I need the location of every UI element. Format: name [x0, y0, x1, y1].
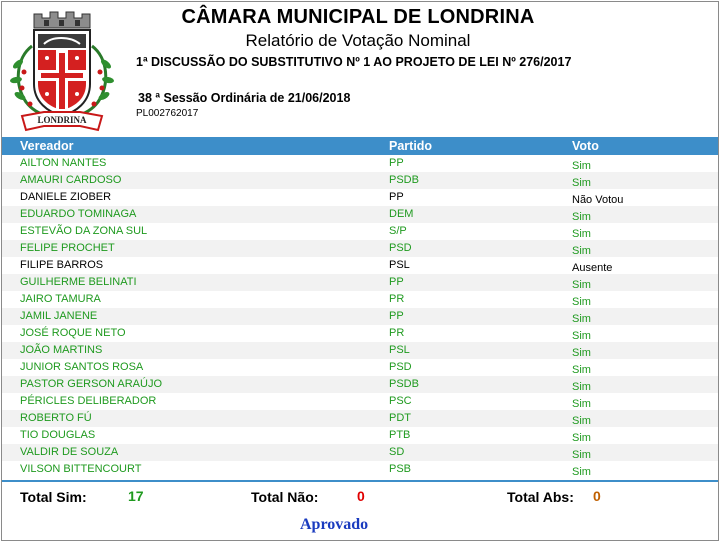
- table-row: [2, 427, 718, 444]
- vereador-name: DANIELE ZIOBER: [20, 191, 112, 203]
- party-name: PSDB: [389, 378, 419, 390]
- table-row: [2, 376, 718, 393]
- discussion-title: 1ª DISCUSSÃO DO SUBSTITUTIVO Nº 1 AO PROJETO DE LEI Nº 276/2017: [136, 55, 572, 69]
- table-row: [2, 257, 718, 274]
- party-name: PTB: [389, 429, 411, 441]
- party-name: PR: [389, 293, 405, 305]
- total-abs-value: 0: [593, 488, 601, 504]
- vote-value: Sim: [572, 347, 591, 359]
- vote-value: Ausente: [572, 262, 613, 274]
- table-row: [2, 240, 718, 257]
- vote-value: Sim: [572, 177, 591, 189]
- column-header-vereador: Vereador: [20, 139, 74, 153]
- table-row: [2, 393, 718, 410]
- table-row: [2, 444, 718, 461]
- party-name: PP: [389, 191, 404, 203]
- party-name: PR: [389, 327, 405, 339]
- vote-value: Sim: [572, 381, 591, 393]
- total-nao-label: Total Não:: [251, 489, 319, 505]
- session-info: 38 ª Sessão Ordinária de 21/06/2018: [138, 91, 351, 105]
- vote-value: Sim: [572, 415, 591, 427]
- vereador-name: PASTOR GERSON ARAÚJO: [20, 378, 163, 390]
- vote-value: Sim: [572, 296, 591, 308]
- party-name: PSB: [389, 463, 412, 475]
- party-name: SD: [389, 446, 405, 458]
- vereador-name: JUNIOR SANTOS ROSA: [20, 361, 144, 373]
- report-title: Relatório de Votação Nominal: [245, 31, 471, 50]
- vote-value: Sim: [572, 313, 591, 325]
- total-abs-label: Total Abs:: [507, 489, 574, 505]
- institution-title: CÂMARA MUNICIPAL DE LONDRINA: [181, 6, 535, 28]
- table-row: [2, 189, 718, 206]
- vote-value: Sim: [572, 160, 591, 172]
- vereador-name: VILSON BITTENCOURT: [20, 463, 142, 475]
- vote-table-body: [2, 155, 718, 478]
- party-name: PP: [389, 157, 404, 169]
- table-row: [2, 223, 718, 240]
- party-name: DEM: [389, 208, 414, 220]
- table-row: [2, 342, 718, 359]
- table-row: [2, 325, 718, 342]
- svg-text:LONDRINA: LONDRINA: [37, 115, 87, 125]
- table-row: [2, 359, 718, 376]
- vereador-name: FELIPE PROCHET: [20, 242, 115, 254]
- vote-value: Sim: [572, 449, 591, 461]
- vereador-name: JAMIL JANENE: [20, 310, 98, 322]
- party-name: S/P: [389, 225, 407, 237]
- vote-value: Sim: [572, 330, 591, 342]
- vote-value: Sim: [572, 279, 591, 291]
- vereador-name: VALDIR DE SOUZA: [20, 446, 119, 458]
- party-name: PP: [389, 276, 404, 288]
- total-sim-value: 17: [128, 488, 144, 504]
- vote-value: Sim: [572, 211, 591, 223]
- vereador-name: AMAURI CARDOSO: [20, 174, 122, 186]
- vote-value: Sim: [572, 432, 591, 444]
- table-header: [2, 137, 718, 155]
- table-row: [2, 308, 718, 325]
- vereador-name: EDUARDO TOMINAGA: [20, 208, 137, 220]
- table-row: [2, 410, 718, 427]
- vereador-name: JOSÉ ROQUE NETO: [20, 327, 126, 339]
- vote-value: Sim: [572, 364, 591, 376]
- table-row: [2, 274, 718, 291]
- vereador-name: GUILHERME BELINATI: [20, 276, 137, 288]
- party-name: PP: [389, 310, 404, 322]
- vote-value: Sim: [572, 228, 591, 240]
- vote-value: Sim: [572, 245, 591, 257]
- vote-value: Sim: [572, 398, 591, 410]
- table-row: [2, 461, 718, 478]
- vereador-name: JOÃO MARTINS: [20, 344, 103, 356]
- vote-value: Não Votou: [572, 194, 624, 206]
- party-name: PSDB: [389, 174, 419, 186]
- table-row: [2, 291, 718, 308]
- project-code: PL002762017: [136, 108, 199, 119]
- table-row: [2, 206, 718, 223]
- party-name: PSD: [389, 361, 412, 373]
- vereador-name: JAIRO TAMURA: [20, 293, 101, 305]
- party-name: PSL: [389, 259, 410, 271]
- column-header-voto: Voto: [572, 139, 599, 153]
- party-name: PDT: [389, 412, 411, 424]
- total-nao-value: 0: [357, 488, 365, 504]
- vereador-name: ROBERTO FÚ: [20, 412, 92, 424]
- party-name: PSL: [389, 344, 410, 356]
- vereador-name: TIO DOUGLAS: [20, 429, 96, 441]
- table-row: [2, 172, 718, 189]
- table-row: [2, 155, 718, 172]
- column-header-partido: Partido: [389, 139, 433, 153]
- vereador-name: AILTON NANTES: [20, 157, 107, 169]
- party-name: PSD: [389, 242, 412, 254]
- total-sim-label: Total Sim:: [20, 489, 87, 505]
- voting-result: Aprovado: [300, 516, 369, 533]
- vote-value: Sim: [572, 466, 591, 478]
- londrina-coat-of-arms: [4, 6, 120, 134]
- vereador-name: PÉRICLES DELIBERADOR: [20, 395, 157, 407]
- totals-divider: [2, 480, 718, 482]
- party-name: PSC: [389, 395, 412, 407]
- vereador-name: FILIPE BARROS: [20, 259, 104, 271]
- vereador-name: ESTEVÃO DA ZONA SUL: [20, 225, 148, 237]
